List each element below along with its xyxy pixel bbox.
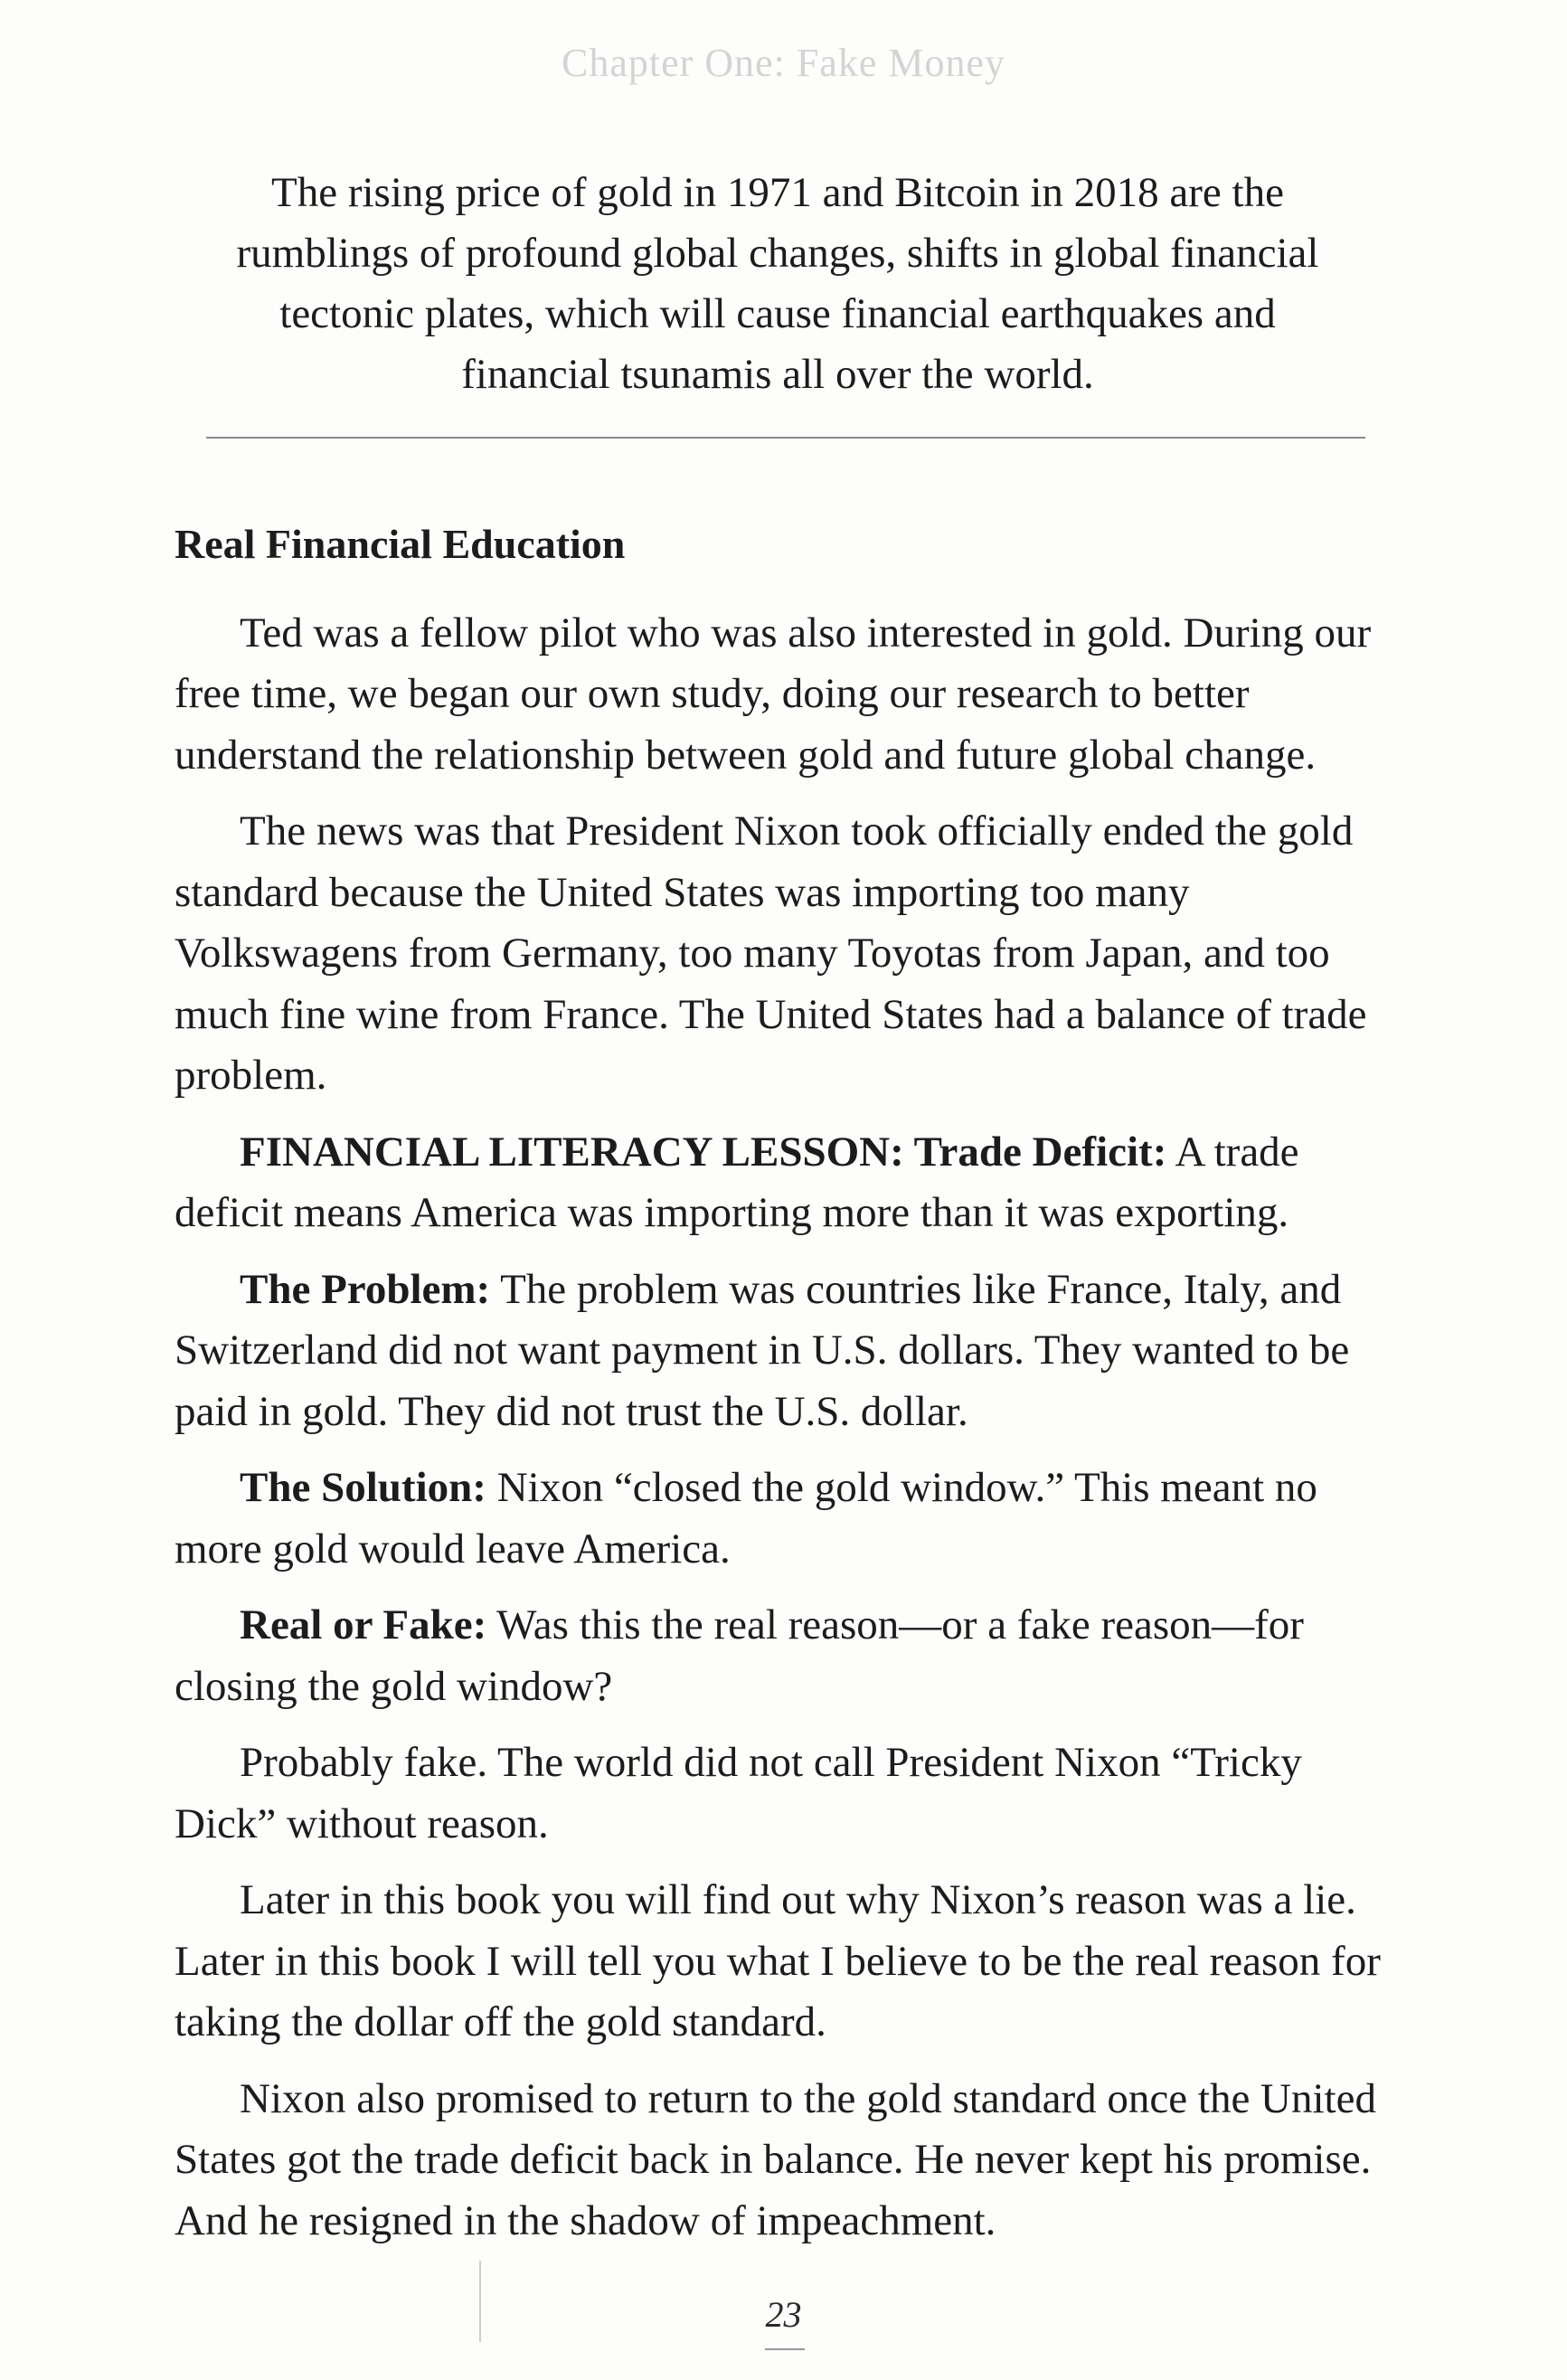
- pull-quote: The rising price of gold in 1971 and Bitcoin in 2018 are the rumblings of profound global changes, shifts in global financial tectonic plates, which will cause financial earthquakes and financial tsunamis all over the world.: [236, 169, 1319, 398]
- paragraph: [175, 1122, 1401, 1244]
- paragraph: [175, 1733, 1401, 1855]
- paragraph-text: Was this the real reason—or a fake reason—for closing the gold window?: [175, 1601, 1304, 1710]
- paragraph-lead: The Solution:: [240, 1464, 486, 1511]
- paragraph-text: Probably fake. The world did not call President Nixon “Tricky Dick” without reason.: [175, 1739, 1302, 1847]
- section-divider: [206, 437, 1365, 439]
- paragraph-text: Later in this book you will find out why Nixon’s reason was a lie. Later in this book I will tell you what I believe to be the real reason for taking the dollar off the gold standard.: [175, 1876, 1381, 2045]
- running-head: Chapter One: Fake Money: [562, 41, 1005, 85]
- paragraph: [175, 801, 1401, 1107]
- paragraph-text: A trade deficit means America was importing more than it was exporting.: [175, 1128, 1299, 1236]
- paragraph-lead: FINANCIAL LITERACY LESSON: Trade Deficit:: [240, 1128, 1167, 1176]
- paragraph-text: The problem was countries like France, Italy, and Switzerland did not want payment in U.S. dollars. They wanted to be paid in gold. They did not trust the U.S. dollar.: [175, 1265, 1350, 1435]
- paragraph-text: Nixon also promised to return to the gold standard once the United States got the trade deficit back in balance. He never kept his promise. And he resigned in the shadow of impeachment.: [175, 2074, 1376, 2244]
- paragraph-text: The news was that President Nixon took officially ended the gold standard because the United States was importing too many Volkswagens from Germany, too many Toyotas from Japan, and too much fine wine from France. The United States had a balance of trade problem.: [175, 808, 1367, 1099]
- paragraph-text: Nixon “closed the gold window.” This meant no more gold would leave America.: [175, 1464, 1317, 1572]
- paragraph: [175, 603, 1401, 787]
- paragraph: [175, 1595, 1401, 1717]
- paragraph: [175, 2069, 1401, 2252]
- paragraph-text: Ted was a fellow pilot who was also interested in gold. During our free time, we began our own study, doing our research to better understand the relationship between gold and future global change.: [175, 609, 1372, 779]
- paragraph: [175, 1870, 1401, 2054]
- paragraph-lead: The Problem:: [240, 1265, 491, 1313]
- paragraph: [175, 1260, 1401, 1443]
- page-number: 23: [765, 2294, 802, 2335]
- body-content: [175, 514, 1401, 2267]
- paragraph: [175, 1458, 1401, 1580]
- section-heading: Real Financial Education: [175, 521, 626, 567]
- page-number-underline: [765, 2348, 805, 2350]
- paragraph-lead: Real or Fake:: [240, 1601, 487, 1648]
